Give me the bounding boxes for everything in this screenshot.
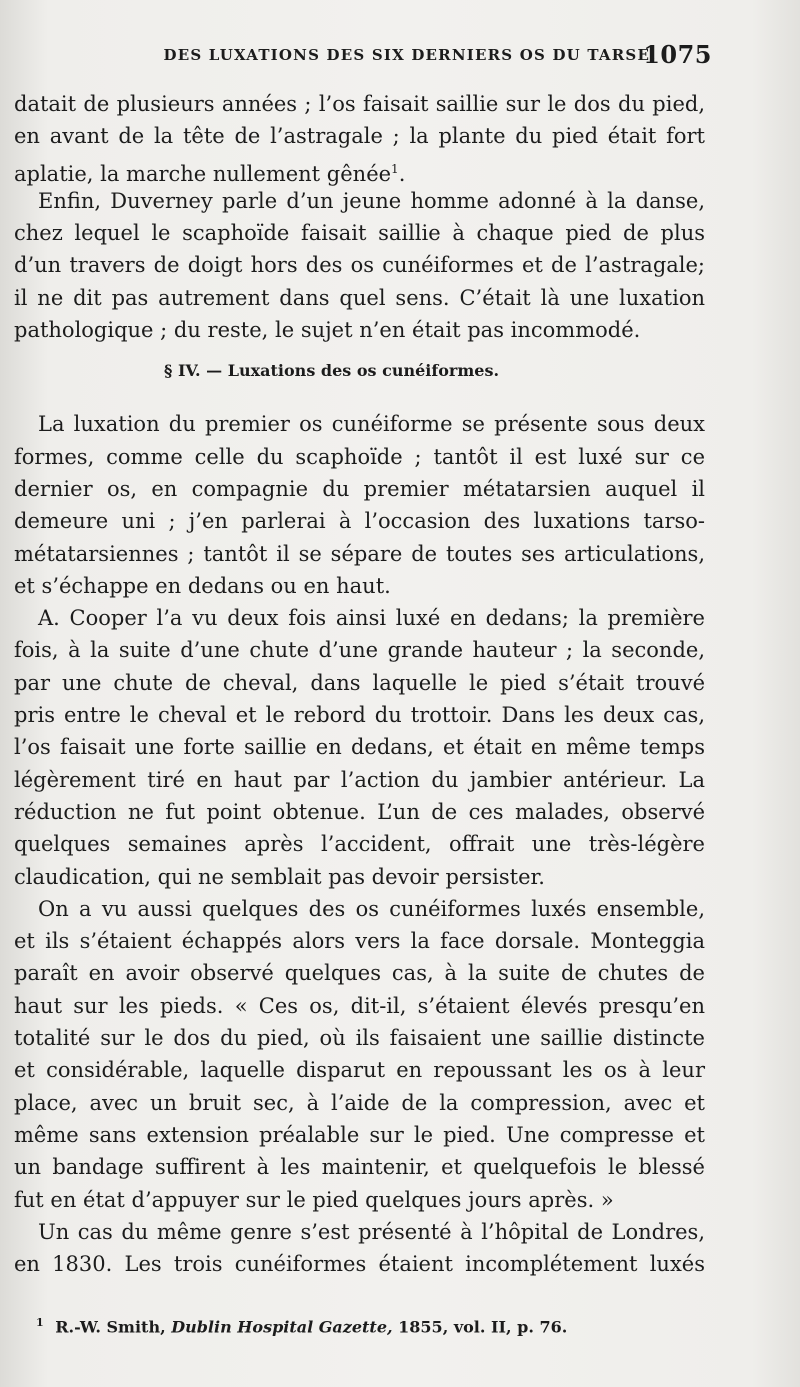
text-line: On a vu aussi quelques des os cunéiformes luxés ensemble, xyxy=(38,896,705,921)
text-line: par une chute de cheval, dans laquelle le pied s’était trouvé xyxy=(14,670,705,695)
text-line: pathologique ; du reste, le sujet n’en était pas incommodé. xyxy=(14,318,641,343)
text-line: claudication, qui ne semblait pas devoir persister. xyxy=(14,864,545,889)
text-line: réduction ne fut point obtenue. L’un de ces malades, observé xyxy=(14,799,705,824)
text-line: paraît en avoir observé quelques cas, à la suite de chutes de xyxy=(14,961,705,986)
text-line: d’un travers de doigt hors des os cunéiformes et de l’astragale; xyxy=(14,253,705,278)
text-line: légèrement tiré en haut par l’action du jambier antérieur. La xyxy=(14,767,705,792)
text-line: même sans extension préalable sur le pied. Une compresse et xyxy=(14,1122,705,1147)
text-line: aplatie, la marche nullement gênée$^1$. xyxy=(14,161,406,186)
text-line: pris entre le cheval et le rebord du trottoir. Dans les deux cas, xyxy=(14,703,705,728)
footnote-reference: 1 xyxy=(391,161,399,176)
text-span: aplatie, la marche nullement gênée xyxy=(14,161,392,186)
text-line: dernier os, en compagnie du premier métatarsien auquel il xyxy=(14,476,705,501)
text-line: et considérable, laquelle disparut en repoussant les os à leur xyxy=(14,1058,705,1083)
text-line: La luxation du premier os cunéiforme se présente sous deux xyxy=(38,412,705,437)
text-line: datait de plusieurs années ; l’os faisait saillie sur le dos du pied, xyxy=(14,92,705,116)
text-line: il ne dit pas autrement dans quel sens. C’était là une luxation xyxy=(14,285,705,310)
footnote-mark: 1 xyxy=(36,1316,44,1329)
footnote-journal: Dublin Hospital Gazette, xyxy=(171,1317,393,1337)
page-number: 1075 xyxy=(643,40,712,69)
running-title: DES LUXATIONS DES SIX DERNIERS OS DU TARSE. xyxy=(163,46,657,64)
text-line: haut sur les pieds. « Ces os, dit-il, s’étaient élevés presqu’en xyxy=(14,993,705,1018)
text-line: métatarsiennes ; tantôt il se sépare de toutes ses articulations, xyxy=(14,541,705,566)
text-line: demeure uni ; j’en parlerai à l’occasion des luxations tarso- xyxy=(14,509,705,534)
text-line: A. Cooper l’a vu deux fois ainsi luxé en dedans; la première xyxy=(38,606,705,631)
text-line: quelques semaines après l’accident, offrait une très-légère xyxy=(14,832,705,857)
footnote-details: 1855, vol. II, p. 76. xyxy=(398,1317,568,1337)
text-line: chez lequel le scaphoïde faisait saillie à chaque pied de plus xyxy=(14,221,705,246)
text-line: l’os faisait une forte saillie en dedans, et était en même temps xyxy=(14,735,705,760)
text-line: fut en état d’appuyer sur le pied quelques jours après. » xyxy=(14,1187,614,1212)
text-line: totalité sur le dos du pied, où ils faisaient une saillie distincte xyxy=(14,1026,705,1051)
footnote xyxy=(36,1316,716,1336)
text-line: Un cas du même genre s’est présenté à l’hôpital de Londres, xyxy=(38,1219,705,1244)
text-line: en avant de la tête de l’astragale ; la plante du pied était fort xyxy=(14,124,705,149)
page-header xyxy=(120,40,712,78)
text-line: et s’échappe en dedans ou en haut. xyxy=(14,573,391,598)
text-line: Enfin, Duverney parle d’un jeune homme adonné à la danse, xyxy=(38,188,705,213)
text-line: en 1830. Les trois cunéiformes étaient incomplétement luxés xyxy=(14,1252,705,1277)
text-line: place, avec un bruit sec, à l’aide de la compression, avec et xyxy=(14,1090,705,1115)
text-line: formes, comme celle du scaphoïde ; tantôt il est luxé sur ce xyxy=(14,444,705,469)
text-line: fois, à la suite d’une chute d’une grande hauteur ; la seconde, xyxy=(14,638,705,663)
section-heading: § IV. — Luxations des os cunéiformes. xyxy=(164,361,500,381)
text-line: et ils s’étaient échappés alors vers la face dorsale. Monteggia xyxy=(14,929,705,954)
text-line: un bandage suffirent à les maintenir, et quelquefois le blessé xyxy=(14,1155,705,1180)
body-text xyxy=(14,88,705,1280)
footnote-author: R.-W. Smith, xyxy=(55,1317,166,1337)
